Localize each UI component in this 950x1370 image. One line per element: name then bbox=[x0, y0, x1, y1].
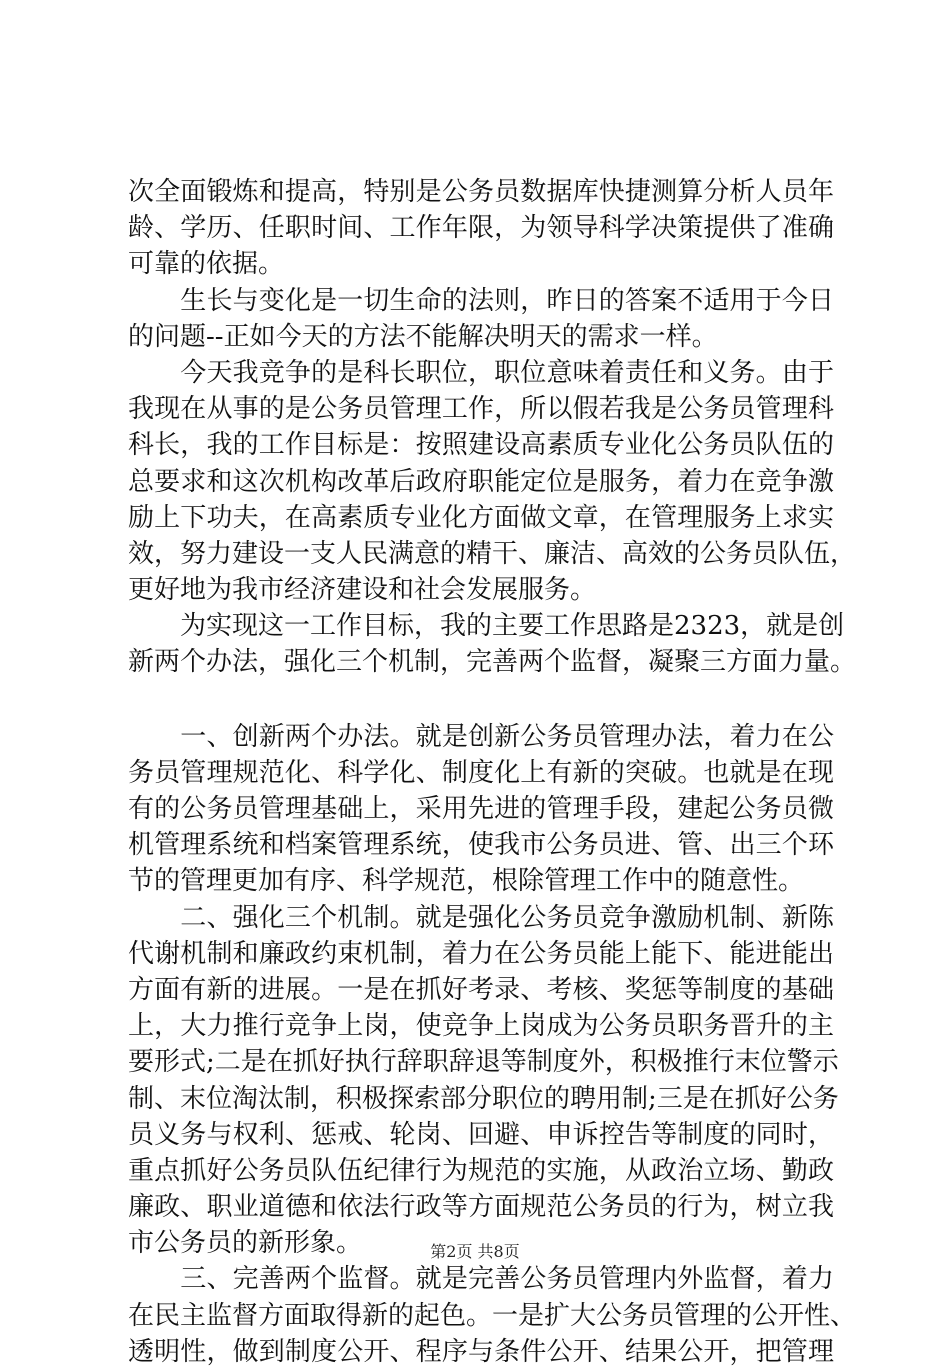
page-number-footer: 第2页 共8页 bbox=[430, 1242, 520, 1261]
text-line: 生长与变化是一切生命的法则，昨日的答案不适用于今日 bbox=[128, 285, 834, 316]
text-line: 今天我竞争的是科长职位，职位意味着责任和义务。由于 bbox=[128, 357, 834, 388]
paragraph-spacer bbox=[128, 681, 834, 719]
text-line: 有的公务员管理基础上，采用先进的管理手段，建起公务员微 bbox=[128, 794, 834, 824]
text-line: 效，努力建设一支人民满意的精干、廉洁、高效的公务员队伍， bbox=[128, 538, 857, 569]
text-line: 可靠的依据。 bbox=[128, 249, 285, 280]
paragraph-2 bbox=[128, 283, 834, 355]
paragraph-4 bbox=[128, 608, 857, 680]
text-line: 我现在从事的是公务员管理工作，所以假若我是公务员管理科 bbox=[128, 394, 834, 425]
text-line: 更好地为我市经济建设和社会发展服务。 bbox=[128, 575, 597, 606]
text-line: 一、创新两个办法。就是创新公务员管理办法，着力在公 bbox=[128, 721, 834, 752]
text-line: 员义务与权利、惩戒、轮岗、回避、申诉控告等制度的同时， bbox=[128, 1119, 834, 1150]
text-line: 方面有新的进展。一是在抓好考录、考核、奖惩等制度的基础 bbox=[128, 974, 834, 1005]
text-line: 总要求和这次机构改革后政府职能定位是服务，着力在竞争激 bbox=[128, 466, 834, 497]
paragraph-3 bbox=[128, 355, 857, 608]
text-line: 市公务员的新形象。 bbox=[128, 1228, 363, 1259]
text-line: 三、完善两个监督。就是完善公务员管理内外监督，着力 bbox=[128, 1264, 834, 1295]
text-line: 机管理系统和档案管理系统，使我市公务员进、管、出三个环 bbox=[128, 830, 834, 861]
text-line: 节的管理更加有序、科学规范，根除管理工作中的随意性。 bbox=[128, 866, 805, 897]
text-line: 次全面锻炼和提高，特别是公务员数据库快捷测算分析人员年 bbox=[128, 177, 834, 207]
text-line: 为实现这一工作目标，我的主要工作思路是2323，就是创 bbox=[128, 611, 845, 642]
text-line: 透明性，做到制度公开、程序与条件公开、结果公开，把管理 bbox=[128, 1336, 834, 1367]
text-line: 廉政、职业道德和依法行政等方面规范公务员的行为，树立我 bbox=[128, 1192, 834, 1223]
text-line: 上，大力推行竞争上岗，使竞争上岗成为公务员职务晋升的主 bbox=[128, 1011, 834, 1042]
text-line: 代谢机制和廉政约束机制，着力在公务员能上能下、能进能出 bbox=[128, 938, 834, 969]
text-line: 励上下功夫，在高素质专业化方面做文章，在管理服务上求实 bbox=[128, 502, 834, 533]
text-line: 科长，我的工作目标是：按照建设高素质专业化公务员队伍的 bbox=[128, 430, 834, 461]
paragraph-1 bbox=[128, 174, 834, 283]
text-line: 务员管理规范化、科学化、制度化上有新的突破。也就是在现 bbox=[128, 757, 834, 788]
paragraph-6 bbox=[128, 900, 839, 1262]
text-line: 制、末位淘汰制，积极探索部分职位的聘用制;三是在抓好公务 bbox=[128, 1083, 839, 1114]
text-line: 新两个办法，强化三个机制，完善两个监督，凝聚三方面力量。 bbox=[128, 647, 857, 678]
paragraph-7 bbox=[128, 1261, 857, 1370]
paragraph-5 bbox=[128, 719, 834, 900]
text-line: 的问题--正如今天的方法不能解决明天的需求一样。 bbox=[128, 321, 718, 352]
text-line: 龄、学历、任职时间、工作年限，为领导科学决策提供了准确 bbox=[128, 213, 834, 244]
document-body bbox=[128, 174, 857, 1370]
text-line: 在民主监督方面取得新的起色。一是扩大公务员管理的公开性、 bbox=[128, 1300, 857, 1331]
text-line: 重点抓好公务员队伍纪律行为规范的实施，从政治立场、勤政 bbox=[128, 1155, 834, 1186]
text-line: 二、强化三个机制。就是强化公务员竞争激励机制、新陈 bbox=[128, 902, 834, 933]
text-line: 要形式;二是在抓好执行辞职辞退等制度外，积极推行末位警示 bbox=[128, 1047, 839, 1078]
